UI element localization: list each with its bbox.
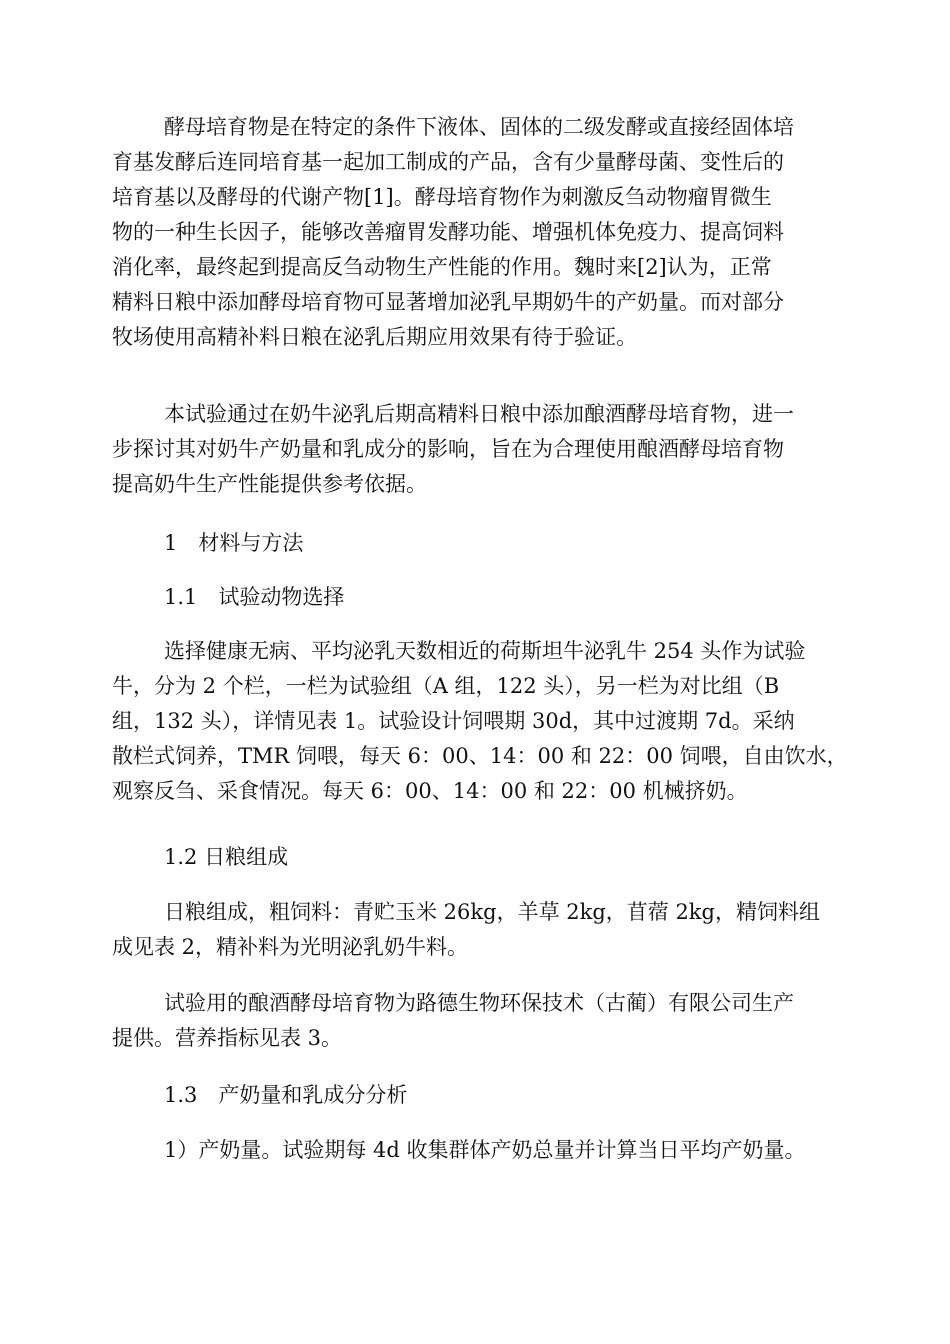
text-line: 消化率，最终起到提高反刍动物生产性能的作用。魏时来[2]认为，正常 bbox=[112, 255, 772, 279]
text-line: 组，132 头），详情见表 1。试验设计饲喂期 30d，其中过渡期 7d。采纳 bbox=[112, 709, 795, 733]
text-line: 1）产奶量。试验期每 4d 收集群体产奶总量并计算当日平均产奶量。 bbox=[164, 1138, 806, 1162]
text-line: 步探讨其对奶牛产奶量和乳成分的影响，旨在为合理使用酿酒酵母培育物 bbox=[112, 437, 784, 461]
text-line: 提高奶牛生产性能提供参考依据。 bbox=[112, 472, 427, 496]
text-line: 本试验通过在奶牛泌乳后期高精料日粮中添加酿酒酵母培育物，进一 bbox=[164, 402, 794, 426]
text-line: 牧场使用高精补料日粮在泌乳后期应用效果有待于验证。 bbox=[112, 325, 637, 349]
text-line: 酵母培育物是在特定的条件下液体、固体的二级发酵或直接经固体培 bbox=[164, 115, 794, 139]
text-line: 提供。营养指标见表 3。 bbox=[112, 1026, 343, 1050]
text-line: 试验用的酿酒酵母培育物为路德生物环保技术（古蔺）有限公司生产 bbox=[164, 991, 794, 1015]
text-line: 成见表 2，精补料为光明泌乳奶牛料。 bbox=[112, 935, 469, 959]
paragraph-intro bbox=[112, 110, 832, 355]
text-line: 培育基以及酵母的代谢产物[1]。酵母培育物作为刺激反刍动物瘤胃微生 bbox=[112, 185, 772, 209]
text-line: 选择健康无病、平均泌乳天数相近的荷斯坦牛泌乳牛 254 头作为试验 bbox=[164, 639, 806, 663]
text-line: 散栏式饲养，TMR 饲喂，每天 6：00、14：00 和 22：00 饲喂，自由饮水， bbox=[112, 744, 848, 768]
section-heading-materials-methods: 1 材料与方法 bbox=[164, 531, 304, 555]
paragraph-diet-composition bbox=[112, 895, 832, 965]
text-line: 精料日粮中添加酵母培育物可显著增加泌乳早期奶牛的产奶量。而对部分 bbox=[112, 290, 784, 314]
text-line: 日粮组成，粗饲料：青贮玉米 26kg，羊草 2kg，苜蓿 2kg，精饲料组 bbox=[164, 900, 820, 924]
paragraph-milk-yield bbox=[112, 1133, 832, 1168]
text-line: 观察反刍、采食情况。每天 6：00、14：00 和 22：00 机械挤奶。 bbox=[112, 779, 748, 803]
section-heading-test-animals: 1.1 试验动物选择 bbox=[164, 585, 345, 609]
paragraph-yeast-source bbox=[112, 986, 832, 1056]
section-heading-diet-composition: 1.2 日粮组成 bbox=[164, 845, 289, 869]
paragraph-objective bbox=[112, 397, 832, 502]
text-line: 物的一种生长因子，能够改善瘤胃发酵功能、增强机体免疫力、提高饲料 bbox=[112, 220, 784, 244]
paragraph-test-animals bbox=[112, 634, 848, 809]
section-heading-milk-analysis: 1.3 产奶量和乳成分分析 bbox=[164, 1083, 408, 1107]
text-line: 育基发酵后连同培育基一起加工制成的产品，含有少量酵母菌、变性后的 bbox=[112, 150, 784, 174]
text-line: 牛，分为 2 个栏，一栏为试验组（A 组，122 头），另一栏为对比组（B bbox=[112, 674, 780, 698]
